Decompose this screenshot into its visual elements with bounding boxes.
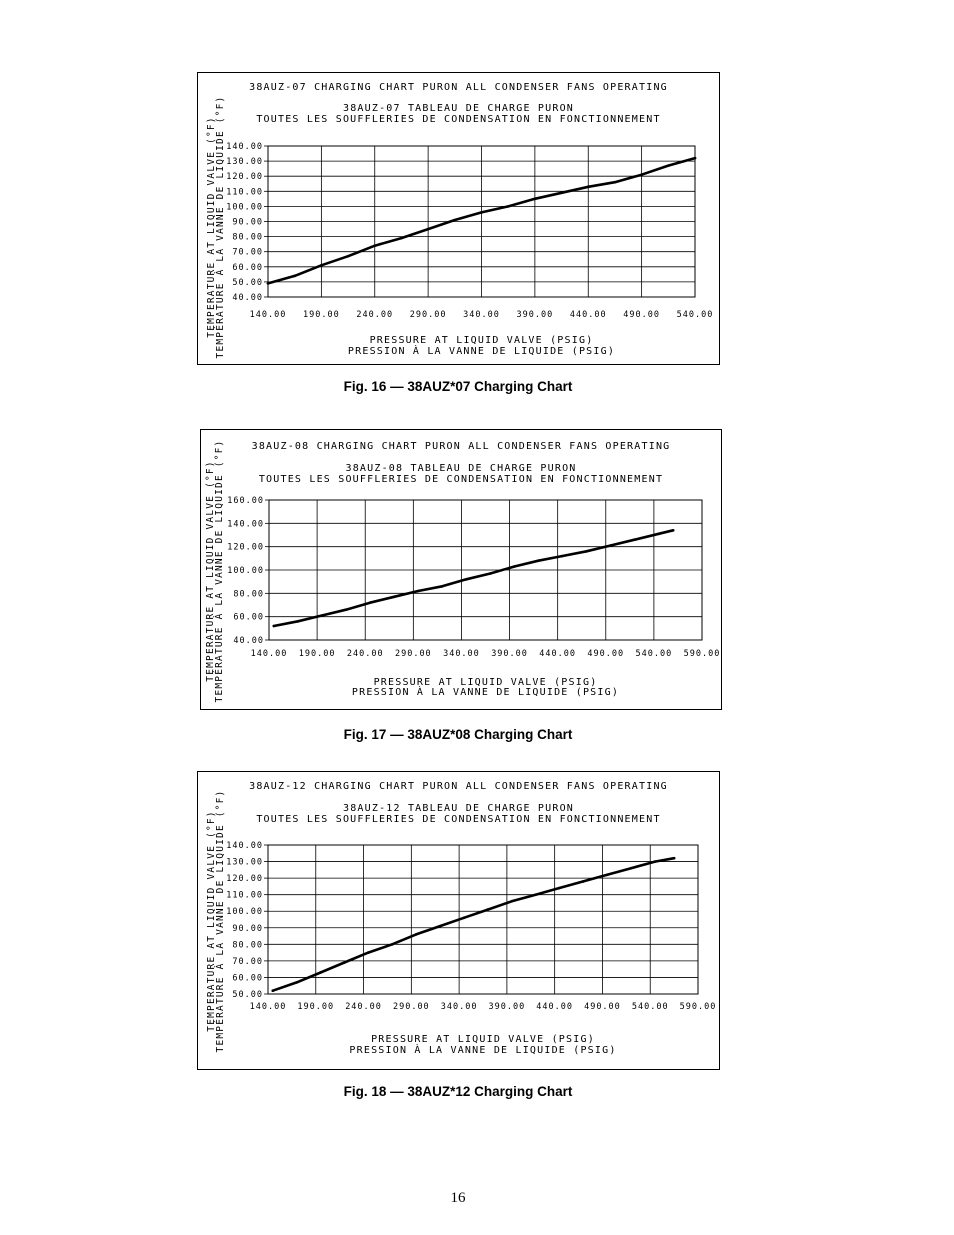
x-axis-label: PRESSURE AT LIQUID VALVE (PSIG): [371, 1034, 595, 1045]
x-tick-label: 140.00: [249, 1002, 287, 1012]
x-tick-label: 290.00: [409, 310, 447, 320]
data-point: [293, 275, 296, 278]
data-point: [513, 565, 516, 568]
x-tick-label: 490.00: [623, 310, 660, 320]
data-point: [558, 887, 561, 890]
data-point: [439, 925, 442, 928]
y-axis-label-2: TEMPÉRATURE À LA VANNE DE LIQUIDE (°F): [215, 95, 226, 359]
y-tick-label: 120.00: [227, 542, 264, 553]
data-point: [400, 237, 403, 240]
data-point: [480, 211, 483, 214]
charging-chart-12-plot: [198, 772, 719, 1069]
x-tick-label: 440.00: [536, 1002, 574, 1012]
y-tick-label: 130.00: [226, 157, 263, 168]
x-tick-label: 390.00: [488, 1002, 526, 1012]
y-axis-label: TEMPERATURE AT LIQUID VALVE (°F): [206, 810, 217, 1032]
chart-subtitle-2: TOUTES LES SOUFFLERIES DE CONDENSATION EN FONCTIONNEMENT: [256, 114, 661, 125]
data-point: [630, 867, 633, 870]
data-point: [369, 601, 372, 604]
y-tick-label: 60.00: [232, 262, 263, 273]
y-tick-label: 70.00: [232, 247, 263, 258]
x-axis-label: PRESSURE AT LIQUID VALVE (PSIG): [369, 335, 594, 346]
y-axis-label-2: TEMPÉRATURE À LA VANNE DE LIQUIDE (°F): [215, 789, 226, 1053]
y-tick-label: 60.00: [233, 612, 264, 623]
page-number: 16: [450, 1190, 466, 1206]
y-tick-label: 80.00: [232, 232, 263, 243]
data-point: [489, 572, 492, 575]
data-point: [534, 893, 537, 896]
chart-subtitle-2: TOUTES LES SOUFFLERIES DE CONDENSATION EN FONCTIONNEMENT: [258, 474, 664, 485]
x-tick-label: 540.00: [635, 649, 673, 659]
y-tick-label: 40.00: [233, 636, 264, 646]
x-tick-label: 540.00: [676, 310, 714, 320]
data-point: [393, 596, 396, 599]
data-point: [345, 608, 348, 611]
charging-chart-07-plot: [198, 73, 719, 364]
data-point: [367, 951, 370, 954]
x-tick-label: 140.00: [249, 310, 287, 320]
y-axis-label: TEMPERATURE AT LIQUID VALVE (°F): [206, 116, 217, 338]
y-tick-label: 90.00: [232, 923, 263, 934]
y-tick-label: 120.00: [226, 172, 263, 183]
x-tick-label: 240.00: [345, 1002, 382, 1012]
x-tick-label: 290.00: [394, 649, 432, 659]
y-tick-label: 40.00: [232, 293, 263, 303]
data-point: [582, 880, 585, 883]
charging-chart-07: [197, 72, 720, 365]
figure-caption-18: Fig. 18 — 38AUZ*12 Charging Chart: [343, 1084, 573, 1099]
data-point: [609, 544, 612, 547]
y-tick-label: 100.00: [226, 907, 263, 918]
x-tick-label: 440.00: [569, 310, 607, 320]
y-tick-label: 60.00: [232, 973, 263, 984]
y-tick-label: 80.00: [232, 940, 263, 951]
data-point: [614, 181, 617, 184]
data-point: [510, 900, 513, 903]
data-point: [633, 538, 636, 541]
data-point: [694, 157, 697, 160]
data-point: [463, 917, 466, 920]
x-axis-label-2: PRESSION À LA VANNE DE LIQUIDE (PSIG): [349, 1045, 617, 1056]
y-tick-label: 140.00: [227, 519, 264, 530]
x-tick-label: 490.00: [584, 1002, 621, 1012]
data-point: [560, 192, 563, 195]
chart-subtitle: 38AUZ-07 TABLEAU DE CHARGE PURON: [342, 103, 575, 114]
x-tick-label: 190.00: [303, 310, 340, 320]
y-tick-label: 120.00: [226, 874, 263, 885]
data-point: [561, 555, 564, 558]
data-point: [295, 981, 298, 984]
x-tick-label: 340.00: [443, 649, 480, 659]
data-point: [321, 614, 324, 617]
data-point: [417, 590, 420, 593]
y-tick-label: 50.00: [232, 277, 263, 288]
data-point: [667, 164, 670, 167]
y-tick-label: 90.00: [232, 217, 263, 228]
x-tick-label: 190.00: [297, 1002, 335, 1012]
x-tick-label: 340.00: [440, 1002, 478, 1012]
x-tick-label: 190.00: [298, 649, 336, 659]
x-tick-label: 390.00: [491, 649, 528, 659]
y-tick-label: 100.00: [227, 566, 264, 576]
x-tick-label: 240.00: [346, 649, 384, 659]
data-point: [391, 943, 394, 946]
chart-title: 38AUZ-12 CHARGING CHART PURON ALL CONDENSER FANS OPERATING: [249, 781, 668, 792]
charging-chart-08-plot: [201, 430, 721, 709]
data-point: [673, 857, 676, 860]
y-tick-label: 100.00: [226, 202, 263, 213]
chart-title: 38AUZ-07 CHARGING CHART PURON ALL CONDENSER FANS OPERATING: [249, 82, 668, 93]
x-tick-label: 590.00: [683, 649, 721, 659]
chart-title: 38AUZ-08 CHARGING CHART PURON ALL CONDENSER FANS OPERATING: [251, 441, 671, 452]
x-axis-label-2: PRESSION À LA VANNE DE LIQUIDE (PSIG): [351, 687, 620, 698]
y-tick-label: 110.00: [226, 187, 263, 198]
charging-chart-08: [200, 429, 722, 710]
x-axis-label: PRESSURE AT LIQUID VALVE (PSIG): [373, 677, 598, 688]
charging-chart-12: [197, 771, 720, 1070]
y-tick-label: 130.00: [226, 857, 263, 868]
y-axis-label-2: TEMPÉRATURE À LA VANNE DE LIQUIDE (°F): [214, 439, 225, 703]
data-point: [347, 255, 350, 258]
chart-subtitle-2: TOUTES LES SOUFFLERIES DE CONDENSATION EN FONCTIONNEMENT: [256, 814, 661, 825]
data-point: [373, 244, 376, 247]
data-point: [415, 933, 418, 936]
chart-subtitle: 38AUZ-08 TABLEAU DE CHARGE PURON: [345, 463, 577, 474]
y-axis-label: TEMPERATURE AT LIQUID VALVE (°F): [205, 460, 216, 682]
x-tick-label: 590.00: [679, 1002, 717, 1012]
data-point: [273, 625, 276, 628]
data-point: [534, 198, 537, 201]
y-tick-label: 110.00: [226, 890, 263, 901]
data-point: [654, 860, 657, 863]
x-tick-label: 490.00: [587, 649, 625, 659]
data-point: [319, 971, 322, 974]
y-tick-label: 140.00: [226, 142, 263, 152]
x-axis-label-2: PRESSION À LA VANNE DE LIQUIDE (PSIG): [347, 346, 616, 357]
y-tick-label: 80.00: [233, 589, 264, 600]
data-point: [486, 908, 489, 911]
data-point: [320, 264, 323, 267]
data-point: [441, 585, 444, 588]
data-point: [587, 185, 590, 188]
x-tick-label: 290.00: [392, 1002, 430, 1012]
figure-caption-17: Fig. 17 — 38AUZ*08 Charging Chart: [343, 727, 573, 742]
data-point: [465, 578, 468, 581]
x-tick-label: 340.00: [463, 310, 500, 320]
data-point: [640, 173, 643, 176]
x-tick-label: 240.00: [356, 310, 394, 320]
data-point: [343, 961, 346, 964]
data-point: [657, 533, 660, 536]
y-tick-label: 140.00: [226, 841, 263, 851]
x-tick-label: 440.00: [539, 649, 577, 659]
data-point: [271, 989, 274, 992]
data-point: [267, 282, 270, 285]
data-point: [606, 874, 609, 877]
x-tick-label: 390.00: [516, 310, 554, 320]
y-tick-label: 50.00: [232, 990, 263, 1000]
data-point: [297, 620, 300, 623]
data-point: [507, 205, 510, 208]
data-point: [537, 559, 540, 562]
data-point: [454, 219, 457, 222]
series-line: [274, 530, 673, 626]
x-tick-label: 540.00: [631, 1002, 669, 1012]
data-point: [672, 529, 675, 532]
chart-subtitle: 38AUZ-12 TABLEAU DE CHARGE PURON: [342, 803, 575, 814]
y-tick-label: 160.00: [227, 496, 264, 506]
data-point: [585, 550, 588, 553]
figure-caption-16: Fig. 16 — 38AUZ*07 Charging Chart: [343, 379, 573, 394]
x-tick-label: 140.00: [250, 649, 288, 659]
y-tick-label: 70.00: [232, 956, 263, 967]
data-point: [427, 228, 430, 231]
